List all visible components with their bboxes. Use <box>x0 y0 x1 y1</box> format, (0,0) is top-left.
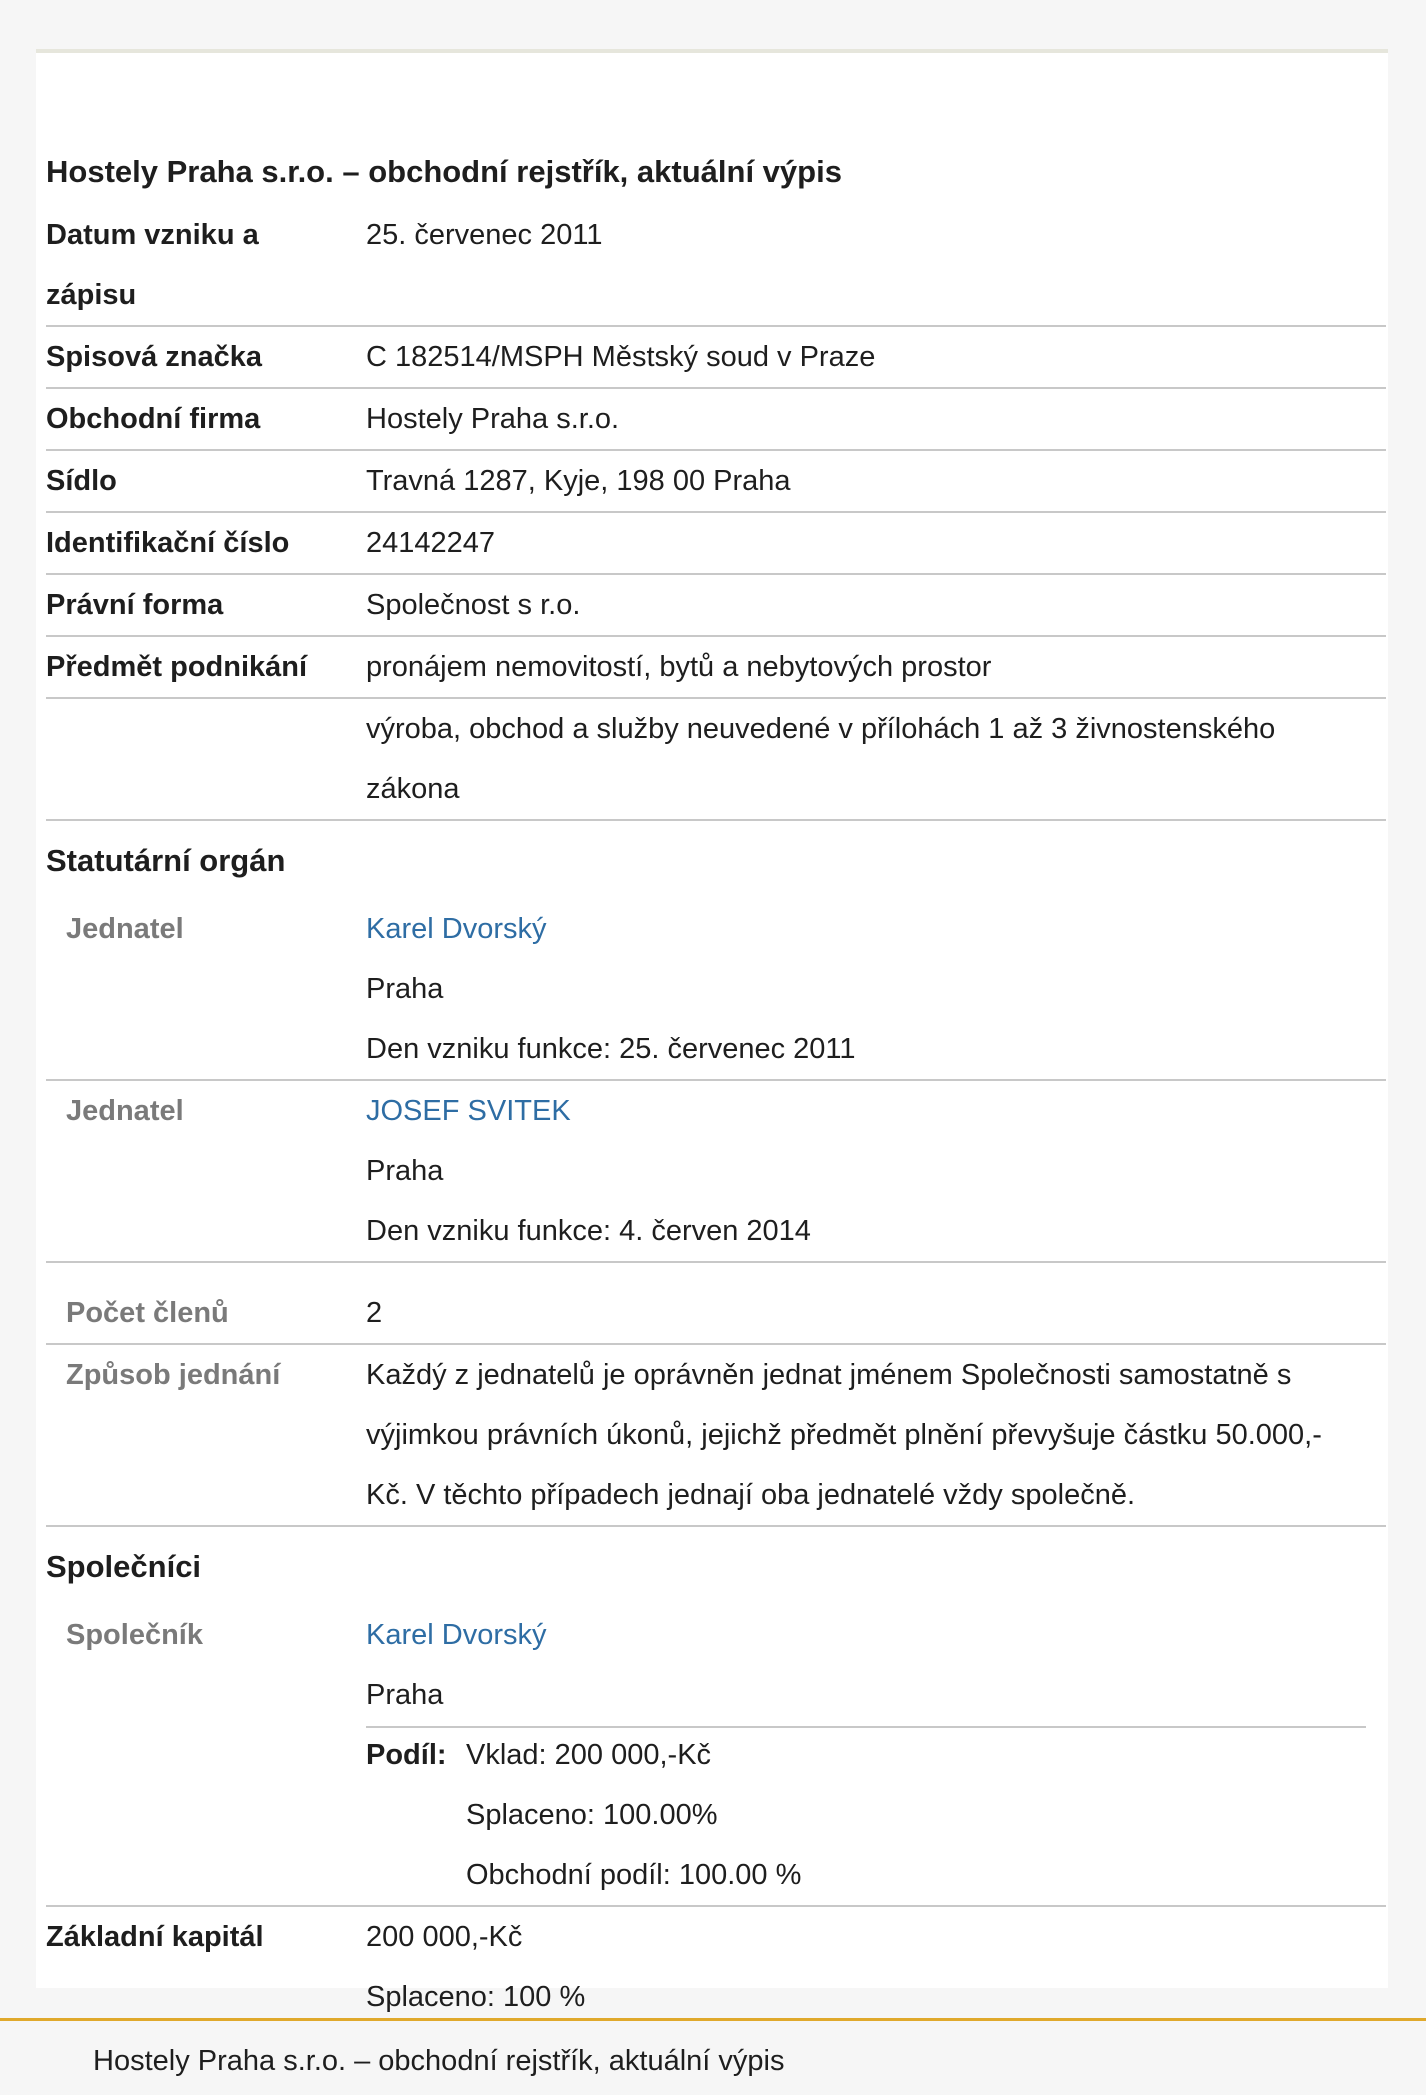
row-value: 2 <box>366 1297 383 1329</box>
row-label: Právní forma <box>46 589 224 621</box>
row-sidlo <box>46 451 1386 513</box>
row-predmet-podnikani <box>46 637 1386 699</box>
row-label: Sídlo <box>46 465 117 497</box>
row-zakladni-kapital <box>46 1907 1386 2029</box>
row-spisova-znacka <box>46 327 1386 389</box>
row-value: Travná 1287, Kyje, 198 00 Praha <box>366 465 791 497</box>
row-pocet-clenu <box>46 1283 1386 1345</box>
person-city: Praha <box>366 973 444 1005</box>
page-title: Hostely Praha s.r.o. – obchodní rejstřík, aktuální výpis <box>46 154 842 189</box>
podil-obchodni: Obchodní podíl: 100.00 % <box>466 1859 802 1891</box>
person-since: Den vzniku funkce: 4. červen 2014 <box>366 1215 811 1247</box>
row-label: Jednatel <box>66 913 184 945</box>
row-label: Jednatel <box>66 1095 184 1127</box>
row-zpusob-jednani <box>46 1345 1386 1527</box>
person-city: Praha <box>366 1679 444 1711</box>
row-predmet-podnikani-2 <box>46 699 1386 821</box>
row-value: Hostely Praha s.r.o. <box>366 403 620 435</box>
person-link[interactable]: JOSEF SVITEK <box>366 1095 571 1127</box>
row-label: Identifikační číslo <box>46 527 290 559</box>
row-pravni-forma <box>46 575 1386 637</box>
row-label: Spisová značka <box>46 341 262 373</box>
row-value: 25. červenec 2011 <box>366 219 603 251</box>
row-label: Datum vzniku a <box>46 219 259 251</box>
spolecnik-entry <box>46 1605 1386 1907</box>
register-card <box>36 49 1388 2013</box>
person-since: Den vzniku funkce: 25. červenec 2011 <box>366 1033 856 1065</box>
row-label: Předmět podnikání <box>46 651 308 683</box>
row-label: Základní kapitál <box>46 1921 264 1953</box>
row-ico <box>46 513 1386 575</box>
podil-label: Podíl: <box>366 1739 447 1771</box>
person-city: Praha <box>366 1155 444 1187</box>
row-label: zápisu <box>46 279 137 311</box>
jednatel-entry <box>46 1081 1386 1263</box>
row-label: Počet členů <box>66 1297 229 1329</box>
row-value: zákona <box>366 773 460 805</box>
row-label: Obchodní firma <box>46 403 261 435</box>
row-label: Společník <box>66 1619 203 1651</box>
row-value: C 182514/MSPH Městský soud v Praze <box>366 341 876 373</box>
row-value: Společnost s r.o. <box>366 589 581 621</box>
row-datum-vzniku <box>46 205 1386 327</box>
row-value: 24142247 <box>366 527 496 559</box>
row-value: výroba, obchod a služby neuvedené v přílohách 1 až 3 živnostenského <box>366 713 1276 745</box>
row-value: 200 000,-Kč <box>366 1921 523 1953</box>
podil-vklad: Vklad: 200 000,-Kč <box>466 1739 712 1771</box>
row-value: Každý z jednatelů je oprávněn jednat jménem Společnosti samostatně s <box>366 1359 1292 1391</box>
footer-text: Hostely Praha s.r.o. – obchodní rejstřík, aktuální výpis <box>93 2045 785 2077</box>
person-link[interactable]: Karel Dvorský <box>366 913 547 945</box>
row-label: Způsob jednání <box>66 1359 281 1391</box>
row-value: Kč. V těchto případech jednají oba jednatelé vždy společně. <box>366 1479 1136 1511</box>
podil-splaceno: Splaceno: 100.00% <box>466 1799 718 1831</box>
section-title-statutarni: Statutární orgán <box>46 843 286 878</box>
jednatel-entry <box>46 899 1386 1081</box>
row-obchodni-firma <box>46 389 1386 451</box>
section-title-spolecnici: Společníci <box>46 1549 202 1584</box>
person-link[interactable]: Karel Dvorský <box>366 1619 547 1651</box>
footer <box>0 2018 1426 2095</box>
row-value: výjimkou právních úkonů, jejichž předmět plnění převyšuje částku 50.000,- <box>366 1419 1322 1451</box>
row-value: pronájem nemovitostí, bytů a nebytových prostor <box>366 651 992 683</box>
row-value: Splaceno: 100 % <box>366 1981 586 2013</box>
